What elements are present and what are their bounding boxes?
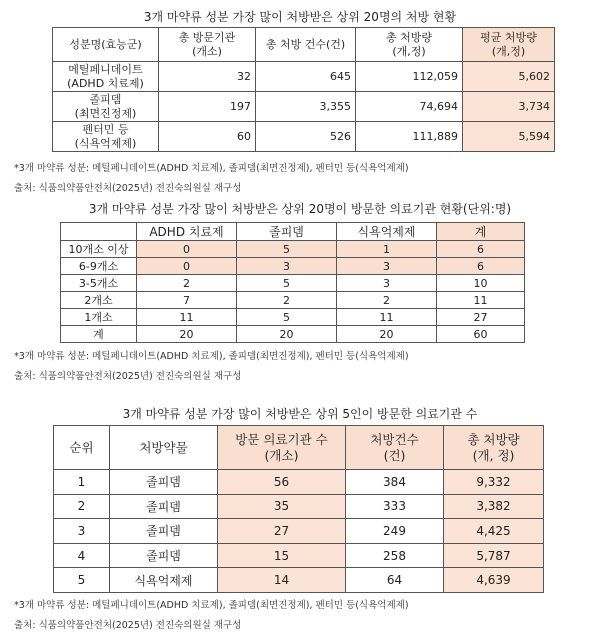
section2-title: 3개 마약류 성분 가장 많이 처방받은 상위 20명이 방문한 의료기관 현황(단위:명) — [88, 202, 512, 216]
section2-source: 출처: 식품의약품안전처(2025년) 전진숙의원실 재구성 — [14, 371, 242, 382]
header-cell: 총 처방량 (개,정) — [356, 28, 463, 62]
table-row — [61, 292, 525, 309]
cell: 5 — [237, 309, 337, 326]
cell: 60 — [437, 326, 525, 343]
header-cell-highlight: 처방건수 (건) — [346, 426, 444, 470]
header-cell: ADHD 치료제 — [137, 223, 237, 241]
table-row — [61, 241, 525, 258]
cell-rank: 4 — [54, 543, 110, 568]
cell: 3 — [337, 275, 437, 292]
header-cell — [61, 223, 137, 241]
cell: 3 — [337, 258, 437, 275]
cell-orgs: 35 — [218, 494, 346, 519]
cell-rank: 5 — [54, 568, 110, 593]
institution-visit-table — [60, 222, 525, 343]
cell-drug: 졸피뎀 — [110, 494, 218, 519]
cell-avg: 5,602 — [463, 62, 555, 92]
section3-note: *3개 마약류 성분: 메틸페니데이트(ADHD 치료제), 졸피뎀(최면진정제), 펜터민 등(식욕억제제) — [14, 600, 409, 611]
cell-orgs: 15 — [218, 543, 346, 568]
header-cell: 총 처방 건수(건) — [256, 28, 356, 62]
cell-amount: 111,889 — [356, 122, 463, 152]
cell: 20 — [137, 326, 237, 343]
cell-amount: 74,694 — [356, 92, 463, 122]
table-row — [54, 470, 544, 495]
cell-cases: 384 — [346, 470, 444, 495]
cell: 5 — [237, 275, 337, 292]
cell-amount: 3,382 — [444, 494, 544, 519]
table-total-row — [61, 326, 525, 343]
cell: 2 — [337, 292, 437, 309]
header-cell: 처방약물 — [110, 426, 218, 470]
cell-cases: 64 — [346, 568, 444, 593]
cell-avg: 3,734 — [463, 92, 555, 122]
section3-source: 출처: 식품의약품안전처(2025년) 전진숙의원실 재구성 — [14, 620, 242, 631]
cell: 27 — [437, 309, 525, 326]
row-label: 계 — [61, 326, 137, 343]
cell-orgs: 197 — [159, 92, 256, 122]
cell-cases: 258 — [346, 543, 444, 568]
table-header-row — [54, 426, 544, 470]
table-row — [53, 122, 555, 152]
cell-rank: 1 — [54, 470, 110, 495]
table-row — [54, 543, 544, 568]
cell-orgs: 27 — [218, 519, 346, 544]
header-cell: 졸피뎀 — [237, 223, 337, 241]
cell: 6 — [437, 258, 525, 275]
prescription-status-table — [52, 27, 555, 152]
cell-rank: 2 — [54, 494, 110, 519]
cell: 1 — [337, 241, 437, 258]
table-row — [54, 494, 544, 519]
header-cell: 순위 — [54, 426, 110, 470]
cell: 20 — [337, 326, 437, 343]
cell: 7 — [137, 292, 237, 309]
header-cell: 성분명(효능군) — [53, 28, 159, 62]
table-row — [53, 92, 555, 122]
table-row — [61, 258, 525, 275]
table-row — [61, 275, 525, 292]
cell-amount: 112,059 — [356, 62, 463, 92]
cell-orgs: 60 — [159, 122, 256, 152]
cell-cases: 3,355 — [256, 92, 356, 122]
table-row — [54, 568, 544, 593]
cell-drug: 졸피뎀 — [110, 543, 218, 568]
row-label: 3-5개소 — [61, 275, 137, 292]
cell: 11 — [437, 292, 525, 309]
top5-visit-table — [53, 425, 544, 593]
table-header-row — [53, 28, 555, 62]
row-label: 졸피뎀 (최면진정제) — [53, 92, 159, 122]
cell-avg: 5,594 — [463, 122, 555, 152]
header-cell-highlight: 방문 의료기관 수 (개소) — [218, 426, 346, 470]
cell: 6 — [437, 241, 525, 258]
cell-cases: 249 — [346, 519, 444, 544]
header-cell: 총 방문기관 (개소) — [159, 28, 256, 62]
table-row — [54, 519, 544, 544]
cell-rank: 3 — [54, 519, 110, 544]
header-cell-highlight: 계 — [437, 223, 525, 241]
cell-orgs: 56 — [218, 470, 346, 495]
cell: 20 — [237, 326, 337, 343]
header-cell-highlight: 평균 처방량 (개,정) — [463, 28, 555, 62]
cell: 2 — [237, 292, 337, 309]
table-row — [61, 309, 525, 326]
row-label: 6-9개소 — [61, 258, 137, 275]
cell: 11 — [337, 309, 437, 326]
header-cell: 식욕억제제 — [337, 223, 437, 241]
cell: 10 — [437, 275, 525, 292]
cell: 0 — [137, 241, 237, 258]
cell-orgs: 32 — [159, 62, 256, 92]
cell-drug: 식욕억제제 — [110, 568, 218, 593]
section1-title: 3개 마약류 성분 가장 많이 처방받은 상위 20명의 처방 현황 — [143, 10, 457, 24]
cell-amount: 5,787 — [444, 543, 544, 568]
table-row — [53, 62, 555, 92]
row-label: 1개소 — [61, 309, 137, 326]
section1-source: 출처: 식품의약품안전처(2025년) 전진숙의원실 재구성 — [14, 183, 242, 194]
section3-title: 3개 마약류 성분 가장 많이 처방받은 상위 5인이 방문한 의료기관 수 — [122, 407, 478, 421]
cell-cases: 526 — [256, 122, 356, 152]
row-label: 펜터민 등 (식욕억제제) — [53, 122, 159, 152]
cell-amount: 4,639 — [444, 568, 544, 593]
cell-orgs: 14 — [218, 568, 346, 593]
cell: 3 — [237, 258, 337, 275]
table-header-row — [61, 223, 525, 241]
cell: 5 — [237, 241, 337, 258]
cell: 11 — [137, 309, 237, 326]
cell-drug: 졸피뎀 — [110, 519, 218, 544]
header-cell-highlight: 총 처방량 (개, 정) — [444, 426, 544, 470]
cell-cases: 333 — [346, 494, 444, 519]
cell-cases: 645 — [256, 62, 356, 92]
row-label: 10개소 이상 — [61, 241, 137, 258]
section1-note: *3개 마약류 성분: 메틸페니데이트(ADHD 치료제), 졸피뎀(최면진정제), 펜터민 등(식욕억제제) — [14, 163, 409, 174]
cell-drug: 졸피뎀 — [110, 470, 218, 495]
section2-note: *3개 마약류 성분: 메틸페니데이트(ADHD 치료제), 졸피뎀(최면진정제), 펜터민 등(식욕억제제) — [14, 351, 409, 362]
cell-amount: 4,425 — [444, 519, 544, 544]
cell: 2 — [137, 275, 237, 292]
row-label: 메틸페니데이트 (ADHD 치료제) — [53, 62, 159, 92]
cell: 0 — [137, 258, 237, 275]
cell-amount: 9,332 — [444, 470, 544, 495]
row-label: 2개소 — [61, 292, 137, 309]
